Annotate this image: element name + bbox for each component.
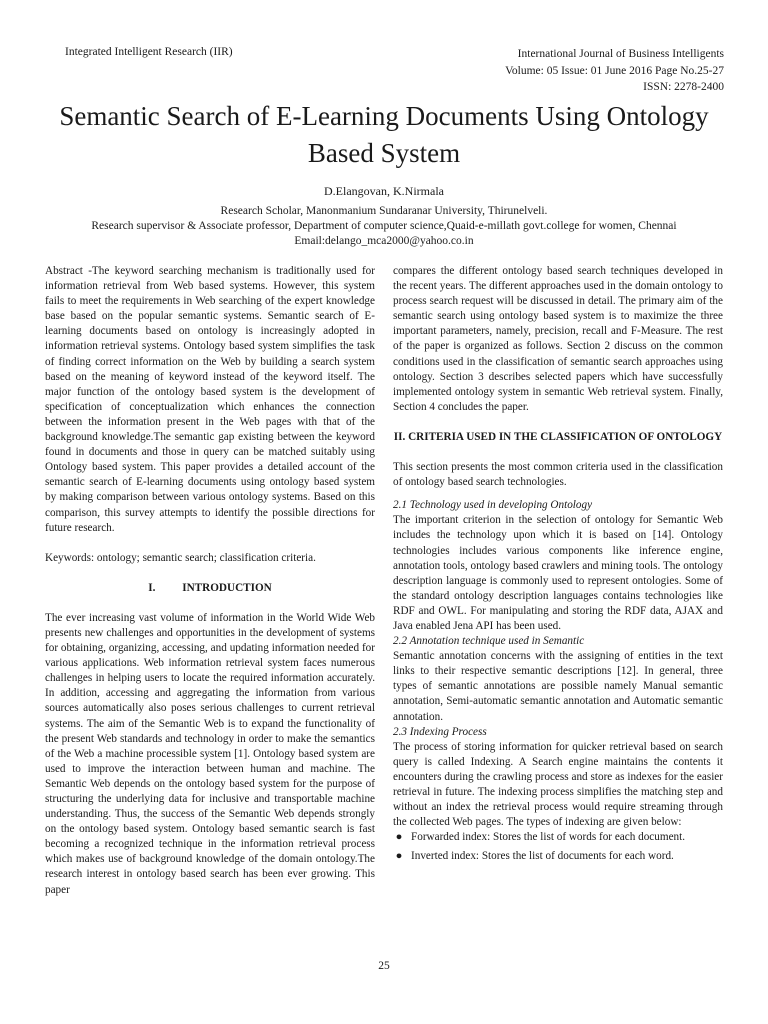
journal-header-right <box>505 46 724 96</box>
subsection-title-indexing: 2.3 Indexing Process <box>393 725 487 738</box>
right-column <box>393 264 723 868</box>
affiliation-line-2: Research supervisor & Associate professor, Department of computer science,Quaid-e-millath govt.college for women, Chennai <box>91 220 677 232</box>
author-affiliations <box>0 204 768 249</box>
bullet-icon: ● <box>395 831 403 844</box>
journal-issn: ISSN: 2278-2400 <box>643 81 724 93</box>
bullet-icon: ● <box>395 850 403 863</box>
introduction-text: The ever increasing vast volume of information in the World Wide Web presents new challenges and opportunities in the development of systems for obtaining, organizing, accessing, and updating information needed for various applications. Web information retrieval system faces numerous challenges in helping users to locate the required information accurately. In addition, accessing and aggregating the information from various sources automatically also poses serious challenges to current retrieval systems. The aim of the Semantic Web is to expand the functionality of the present Web standards and technology in order to make the semantics of the Web a machine processible system [1]. Ontology based system are used to improve the interaction between human and machine. The Semantic Web depends on the ontology based system for the purpose of structuring the underlying data for inclusive and transportable machine understanding. Thus, the success of the Semantic Web depends strongly on the ontology based system. Ontology based semantic search is fast becoming a recognized technique in the information retrieval process which makes use of background knowledge of the domain ontology.The research interest in ontology based search has been ever growing. This paper <box>45 611 375 896</box>
list-item <box>393 849 723 864</box>
journal-volume: Volume: 05 Issue: 01 June 2016 Page No.25-27 <box>505 64 724 77</box>
left-column <box>45 264 375 898</box>
page-number: 25 <box>378 960 390 972</box>
paper-title: Semantic Search of E-Learning Documents Using Ontology Based System <box>59 101 709 168</box>
list-item-text: Inverted index: Stores the list of documents for each word. <box>411 850 674 863</box>
indexing-types-list <box>393 830 723 864</box>
introduction-continuation: compares the different ontology based search techniques developed in the recent years. The different approaches used in the domain ontology to process search request will be discussed in detail. The primary aim of the semantic search using ontology based system is to maximize the three important parameters, namely, precision, recall and F-Measure. The rest of the paper is organized as follows. Section 2 discuss on the common conditions used in the classification of semantic search approaches using ontology. Section 3 describes selected papers which have successfully implemented ontology system in semantic Web retrieval system. Finally, Section 4 concludes the paper. <box>393 265 723 413</box>
section-title: INTRODUCTION <box>182 581 272 594</box>
subsection-text-annotation: Semantic annotation concerns with the assigning of entities in the text links to their respective semantic descriptions [12]. In general, three types of semantic annotations are possible namely Manual semantic annotation, Semi-automatic semantic annotation and Automatic semantic annotation. <box>393 650 723 723</box>
section-number: I. <box>148 581 156 594</box>
keywords: Keywords: ontology; semantic search; classification criteria. <box>45 551 316 564</box>
author-email: Email:delango_mca2000@yahoo.co.in <box>294 235 474 247</box>
journal-name: International Journal of Business Intelligents <box>517 48 724 60</box>
section-heading-criteria: II. CRITERIA USED IN THE CLASSIFICATION OF ONTOLOGY <box>393 430 723 443</box>
abstract: Abstract -The keyword searching mechanism is traditionally used for information retrieval from Web based systems. However, this system fails to meet the requirements in Web searching of the expert knowledge base based on the popular semantic systems. Semantic search of E-learning documents based on ontology is increasingly adopted in information retrieval systems. Ontology based system simplifies the task of finding correct information on the Web by building a search system based on the meaning of keyword instead of the keyword itself. The major function of the ontology based system is the development of specification of conceptualization which enhances the connection between the information present in the Web pages with that of the background knowledge.The semantic gap existing between the keyword found in documents and those in query can be matched suitably using Ontology based system. This paper provides a detailed account of the semantic search of E-learning documents using ontology based system by making comparison between various ontology systems. Based on this comparison, this survey attempts to identify the possible directions for future research. <box>45 265 375 534</box>
affiliation-line-1: Research Scholar, Manonmanium Sundaranar University, Thirunelveli. <box>220 205 548 217</box>
subsection-text-indexing: The process of storing information for quicker retrieval based on search query is called Indexing. A Search engine maintains the contents it encounters during the crawling process and store as indexes for the easier retrieval in future. The indexing process simplifies the matching step and without an index the retrieval process would require streaming through the collected Web pages. The types of indexing are given below: <box>393 740 723 829</box>
journal-header-left: Integrated Intelligent Research (IIR) <box>65 46 233 58</box>
paper-authors: D.Elangovan, K.Nirmala <box>324 184 444 198</box>
list-item-text: Forwarded index: Stores the list of words for each document. <box>411 831 686 844</box>
section2-intro: This section presents the most common criteria used in the classification of ontology based search technologies. <box>393 461 723 489</box>
subsection-title-annotation: 2.2 Annotation technique used in Semantic <box>393 635 585 648</box>
subsection-text-technology: The important criterion in the selection of ontology for Semantic Web includes the technology upon which it is based on [14]. Ontology technologies includes various components like inference engine, annotation tools, ontology based crawlers and mining tools. The ontology description language is commonly used to represent ontologies. Some of the standard ontology description languages contains technologies like RDF and OWL. For manipulating and storing the RDF data, AJAX and Java enabled Jena API has been used. <box>393 514 723 632</box>
subsection-title-technology: 2.1 Technology used in developing Ontology <box>393 499 593 512</box>
section-heading-introduction <box>45 581 375 596</box>
list-item <box>393 830 723 845</box>
